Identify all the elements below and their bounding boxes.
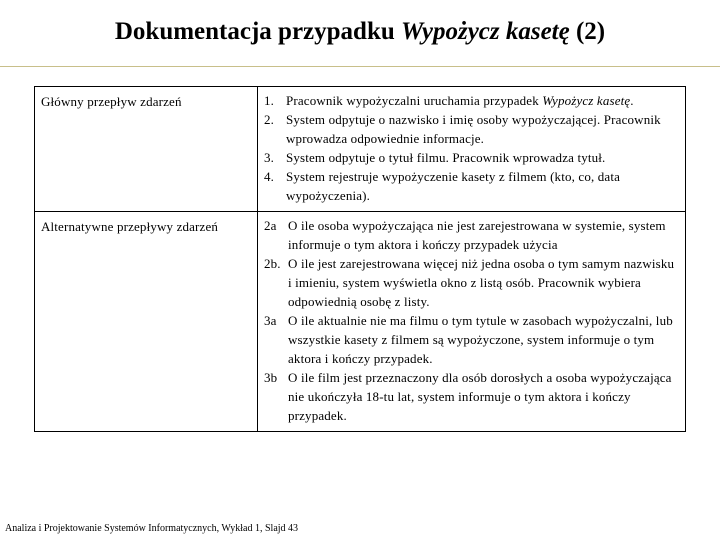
list-item [264,254,679,311]
list-item-text: System rejestruje wypożyczenie kasety z filmem (kto, co, data wypożyczenia). [286,169,621,203]
use-case-table [34,86,686,432]
list-item-number: 1. [264,93,275,108]
list-item [264,110,679,148]
list-item-number: 3. [264,150,275,165]
main-flow-content [258,87,686,212]
list-item-italic: Wypożycz kasetę [542,93,631,108]
list-item-text: O ile jest zarejestrowana więcej niż jedna osoba o tym samym nazwisku i imieniu, system wyświetla okno z listą osób. Pracownik wybiera odpowiednią osobę z listy. [288,256,675,309]
list-item [264,368,679,425]
main-flow-list [264,91,679,205]
list-item [264,91,679,110]
alt-flow-list [264,216,679,425]
list-item [264,216,679,254]
list-item-number: 2. [264,112,275,127]
list-item [264,311,679,368]
title-italic-part: Wypożycz kasetę [401,18,570,45]
slide-title: Dokumentacja przypadku Wypożycz kasetę (2) [114,18,606,45]
alt-flow-row [35,212,686,432]
list-item-text: System odpytuje o nazwisko i imię osoby wypożyczającej. Pracownik wprowadza odpowiednie informacje. [286,112,661,146]
list-item-text: System odpytuje o tytuł filmu. Pracownik wprowadza tytuł. [286,150,606,165]
list-item-number: 3a [264,313,277,328]
title-divider [0,66,720,67]
list-item [264,167,679,205]
main-flow-row [35,87,686,212]
list-item-text: O ile film jest przeznaczony dla osób dorosłych a osoba wypożyczająca nie ukończyła 18-tu lat, system informuje o tym aktora i kończy przypadek. [288,370,672,423]
main-flow-label: Główny przepływ zdarzeń [35,87,258,212]
alt-flow-content [258,212,686,432]
list-item-text: Pracownik wypożyczalni uruchamia przypadek Wypożycz kasetę. [286,93,634,108]
list-item-text: O ile osoba wypożyczająca nie jest zarejestrowana w systemie, system informuje o tym aktora i kończy przypadek użycia [288,218,666,252]
list-item-number: 4. [264,169,275,184]
list-item [264,148,679,167]
list-item-text: O ile aktualnie nie ma filmu o tym tytule w zasobach wypożyczalni, lub wszystkie kasety z filmem są wypożyczone, system informuje o tym aktora i kończy przypadek. [288,313,673,366]
alt-flow-label: Alternatywne przepływy zdarzeń [35,212,258,432]
list-item-number: 3b [264,370,278,385]
list-item-number: 2b. [264,256,281,271]
list-item-number: 2a [264,218,277,233]
slide-footer: Analiza i Projektowanie Systemów Informatycznych, Wykład 1, Slajd 43 [5,523,299,534]
